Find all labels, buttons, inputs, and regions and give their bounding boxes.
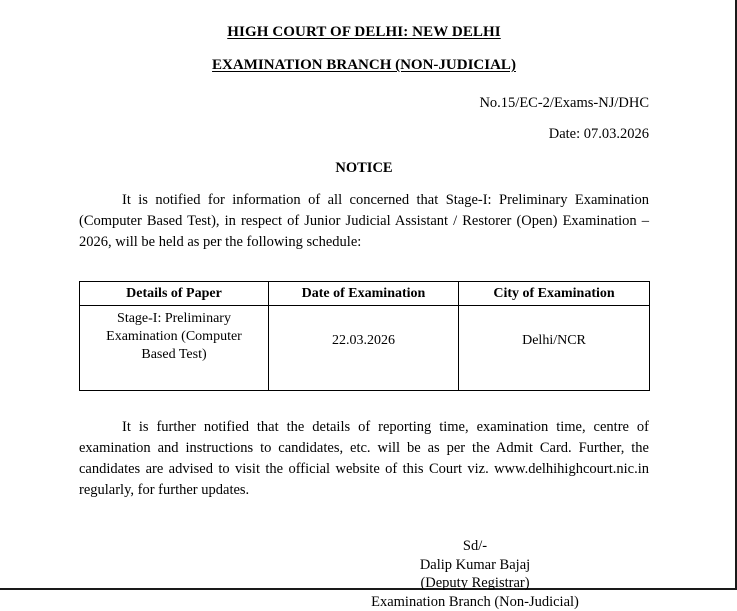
table-header-row [80, 282, 650, 306]
document-title-line1 [79, 0, 649, 41]
document-title-line1-text: HIGH COURT OF DELHI: NEW DELHI [227, 24, 501, 40]
column-header-date-of-examination: Date of Examination [269, 282, 459, 306]
notice-paragraph-2: It is further notified that the details of reporting time, examination time, centre of examination and instructions to candidates, etc. will be as per the Admit Card. Further, the candidates are advised to visit the official website of this Court viz. www.delhihighcourt.nic.in regularly, for further updates. [79, 391, 649, 501]
signature-inner [371, 537, 579, 611]
schedule-table [79, 281, 650, 391]
signature-sd: Sd/- [371, 537, 579, 556]
document-title-line2-text: EXAMINATION BRANCH (NON-JUDICIAL) [212, 57, 516, 73]
cell-city-of-examination: Delhi/NCR [459, 306, 650, 391]
signature-designation: (Deputy Registrar) [371, 574, 579, 593]
notice-heading: NOTICE [79, 143, 649, 177]
signature-name: Dalip Kumar Bajaj [371, 556, 579, 575]
signature-branch: Examination Branch (Non-Judicial) [371, 593, 579, 611]
column-header-details-of-paper: Details of Paper [80, 282, 269, 306]
document-content [79, 0, 649, 611]
document-title-line2 [79, 41, 649, 74]
table-row [80, 306, 650, 391]
schedule-table-container [79, 253, 649, 391]
column-header-city-of-examination: City of Examination [459, 282, 650, 306]
document-date: Date: 07.03.2026 [79, 112, 649, 143]
signature-block [79, 501, 649, 611]
notice-paragraph-1: It is notified for information of all concerned that Stage-I: Preliminary Examination (Computer Based Test), in respect of Junior Judicial Assistant / Restorer (Open) Examination – 2026, will be held as per the following schedule: [79, 177, 649, 253]
reference-number: No.15/EC-2/Exams-NJ/DHC [79, 74, 649, 112]
cell-date-of-examination: 22.03.2026 [269, 306, 459, 391]
cell-details-of-paper: Stage-I: Preliminary Examination (Computer Based Test) [80, 306, 269, 391]
